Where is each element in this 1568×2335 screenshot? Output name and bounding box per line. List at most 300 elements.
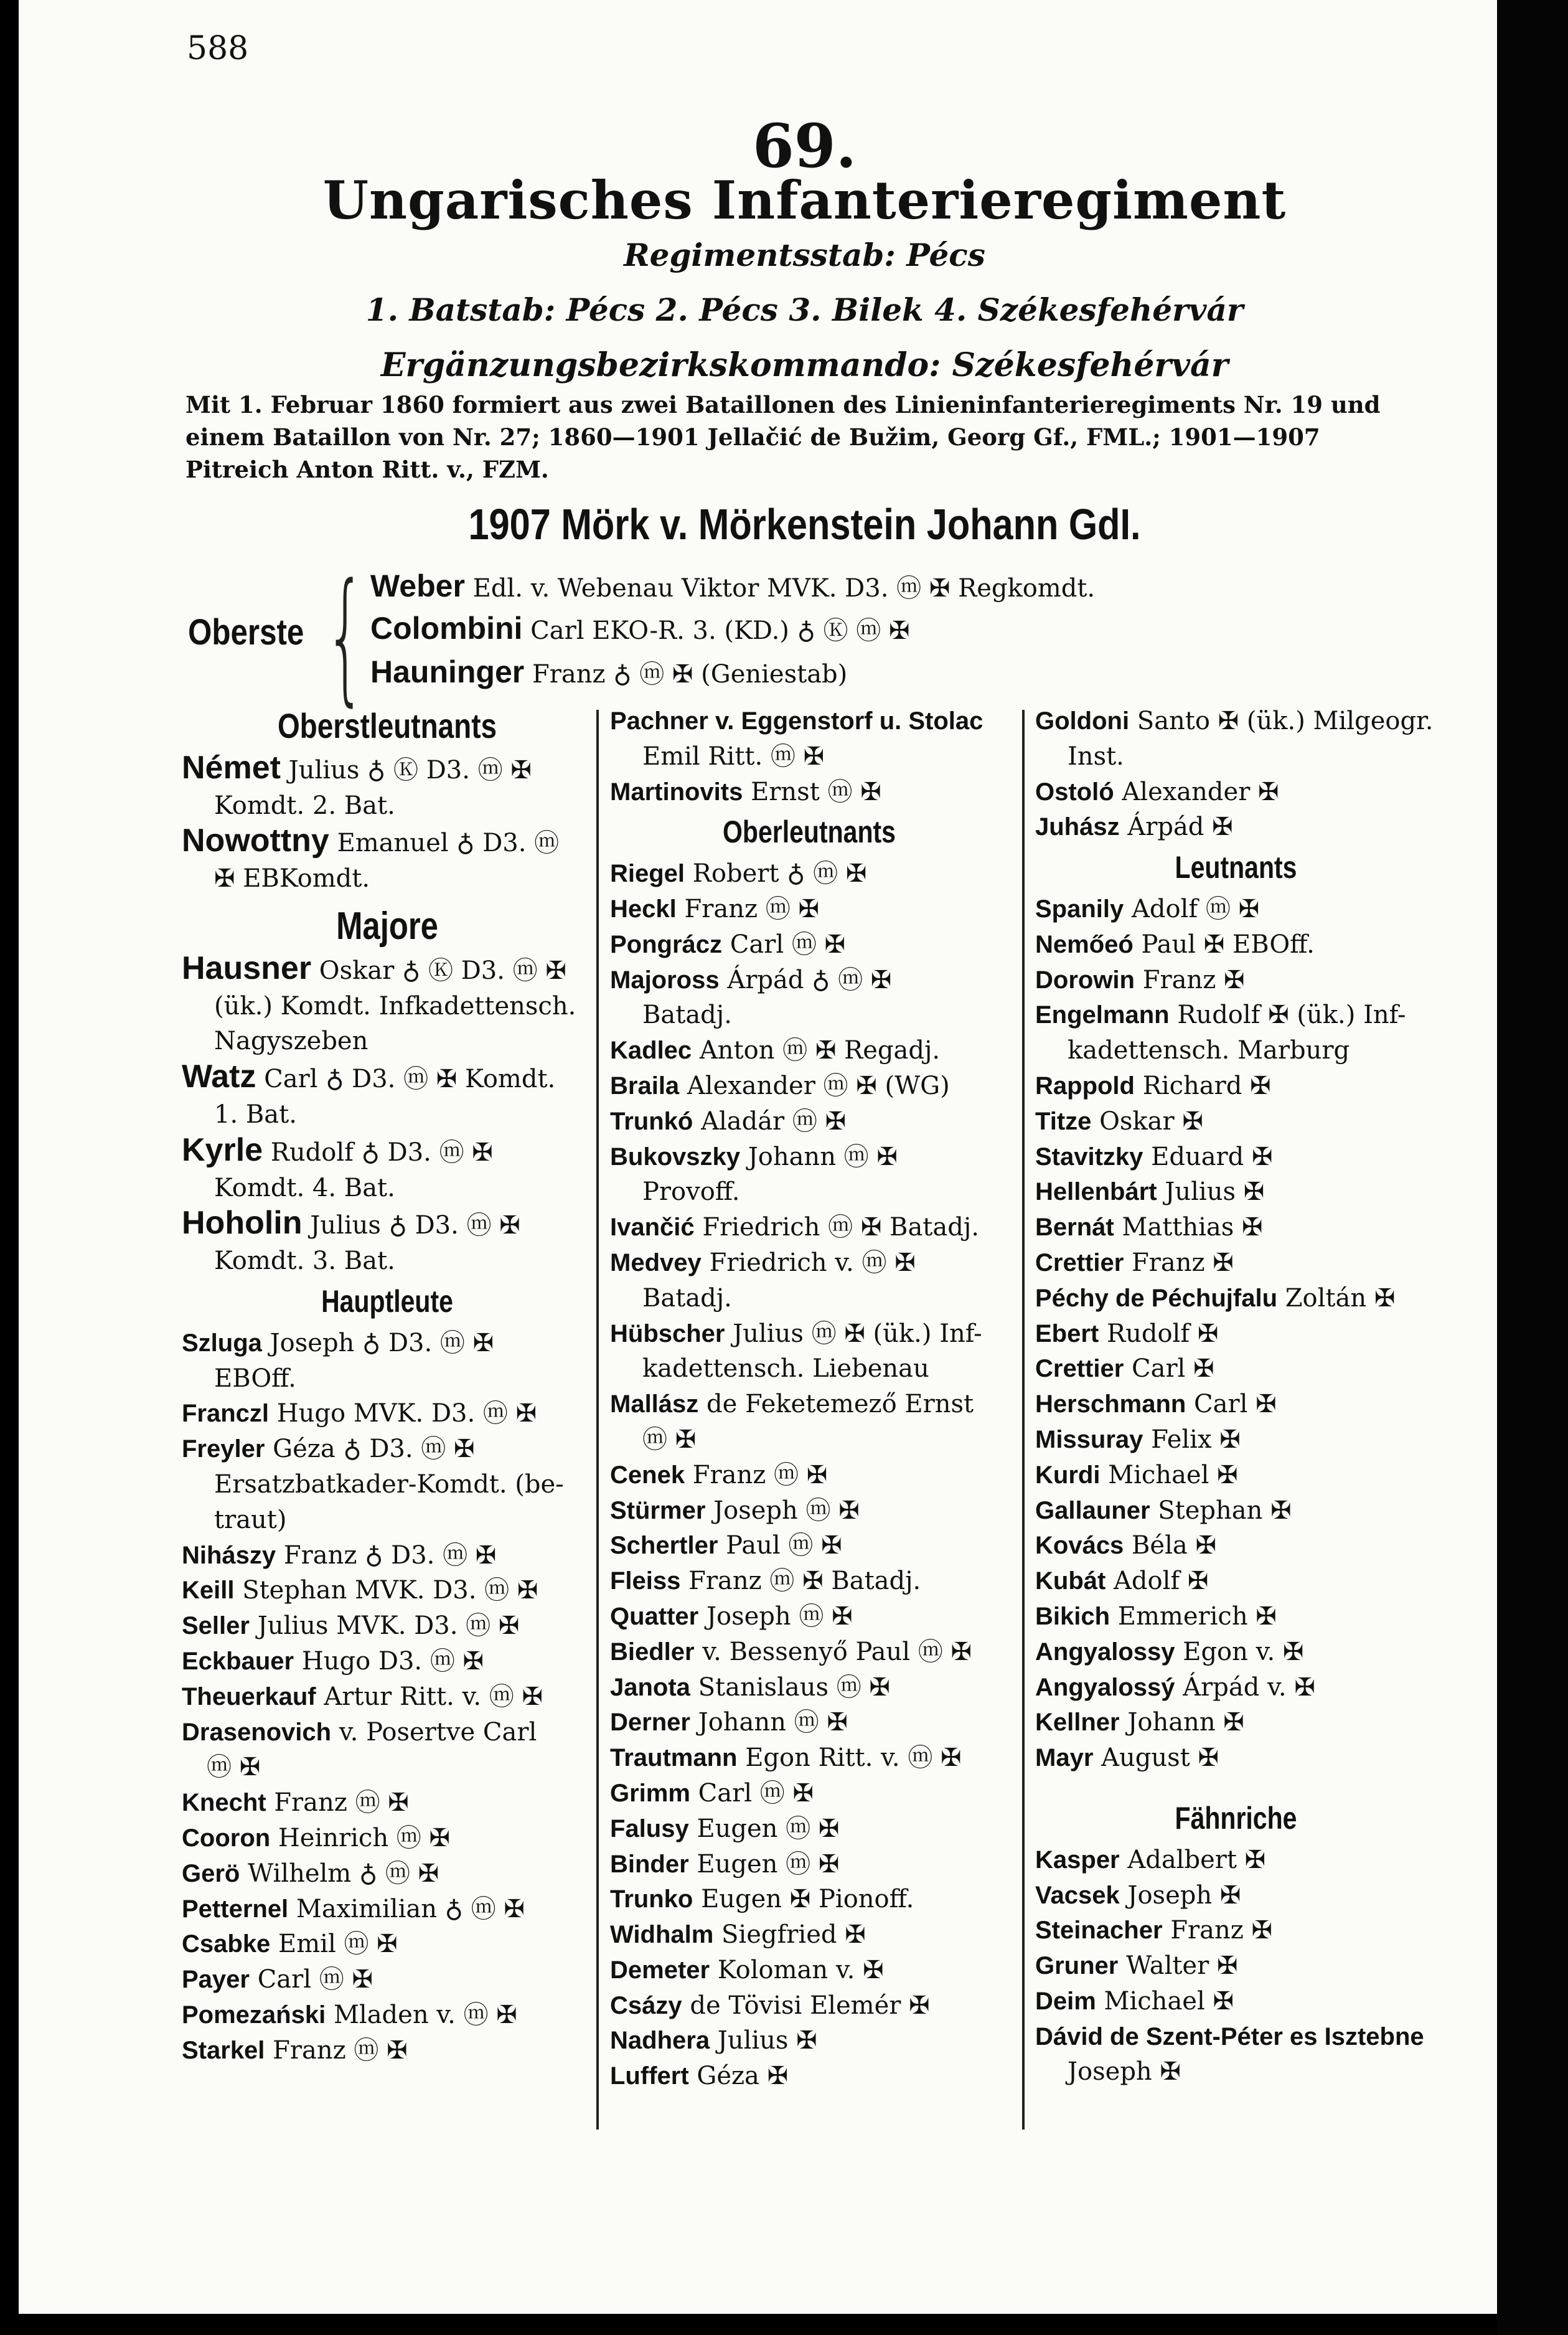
officer-details: Oskar ♁ Ⓚ D3. ⓜ ✠	[319, 956, 566, 985]
section-heading-hauptleute: Hauptleute	[321, 1283, 453, 1319]
officer-name: Schertler	[610, 1532, 718, 1560]
officer-name: Hoholin	[182, 1205, 303, 1242]
officer-name: Luffert	[610, 2062, 689, 2090]
officer-name: Drasenovich	[182, 1718, 332, 1746]
officer-name: Payer	[182, 1966, 250, 1994]
officer-details: Géza ♁ D3. ⓜ ✠	[273, 1435, 475, 1464]
officer-name: Janota	[610, 1673, 690, 1701]
officer-name: Hellenbárt	[1035, 1178, 1157, 1206]
officer-entry	[610, 1882, 1008, 1917]
officer-details: Eugen ⓜ ✠	[697, 1814, 840, 1843]
officer-details: Zoltán ✠	[1285, 1283, 1396, 1313]
officer-entry	[1035, 1351, 1437, 1387]
officer-entry	[1035, 963, 1437, 998]
officer-details: Johann ⓜ ✠	[748, 1142, 898, 1171]
officer-details-cont: Provoff.	[642, 1177, 740, 1207]
officer-details: Wilhelm ♁ ⓜ ✠	[248, 1859, 439, 1888]
oberst-name: Hauninger	[370, 654, 525, 689]
officer-details: Stephan MVK. D3. ⓜ ✠	[242, 1576, 538, 1605]
oberst-name: Weber	[370, 568, 465, 603]
officer-name: Német	[182, 749, 281, 786]
officer-name: Seller	[182, 1612, 250, 1640]
section-heading-oberleutnants: Oberleutnants	[723, 814, 896, 850]
officer-details: Adolf ✠	[1114, 1567, 1209, 1596]
officer-entry	[182, 1326, 593, 1397]
officer-entry	[610, 1634, 1008, 1670]
officer-name: Widhalm	[610, 1921, 714, 1949]
officer-details: Johann ✠	[1127, 1708, 1244, 1737]
officer-entry	[182, 1538, 593, 1573]
officer-entry	[182, 1396, 593, 1432]
officer-name: Starkel	[182, 2036, 265, 2064]
ergaenzung-line: Ergänzungsbezirkskommando: Székesfehérvár	[380, 346, 1229, 384]
officer-entry	[182, 1644, 593, 1679]
officer-name: Goldoni	[1035, 707, 1130, 735]
officer-details: Alexander ⓜ ✠ (WG)	[687, 1071, 950, 1100]
officer-details: Julius ⓜ ✠ (ük.) Inf-	[733, 1319, 982, 1348]
officer-entry	[182, 823, 593, 897]
officer-name: Mayr	[1035, 1744, 1094, 1772]
officer-details: Felix ✠	[1151, 1425, 1241, 1454]
officer-details: Artur Ritt. v. ⓜ ✠	[324, 1682, 543, 1711]
officer-entry	[182, 1573, 593, 1608]
officer-details-cont: Komdt. 2. Bat.	[214, 791, 395, 820]
history-line: einem Bataillon von Nr. 27; 1860—1901 Jellačić de Bužim, Georg Gf., FML.; 1901—1907	[185, 423, 1320, 451]
column-divider	[1022, 710, 1025, 2130]
officer-details: Julius ♁ D3. ⓜ ✠	[310, 1211, 520, 1240]
officer-entry	[182, 951, 593, 1059]
column-2	[610, 704, 1008, 2094]
officer-name: Vacsek	[1035, 1881, 1120, 1909]
officer-details-cont: Batadj.	[642, 1283, 732, 1313]
officer-name: Petternel	[182, 1895, 289, 1923]
officer-entry	[610, 856, 1008, 892]
officer-name: Rappold	[1035, 1072, 1135, 1100]
officer-details: de Feketemező Ernst	[707, 1390, 974, 1419]
officer-details-cont: kadettensch. Liebenau	[642, 1354, 929, 1384]
officer-details: Rudolf ♁ D3. ⓜ ✠	[270, 1138, 493, 1167]
officer-name: Bikich	[1035, 1602, 1110, 1630]
officer-details: Franz ♁ D3. ⓜ ✠	[283, 1540, 497, 1570]
officer-name: Grimm	[610, 1779, 690, 1807]
officer-entry	[182, 1608, 593, 1644]
officer-name: Trunkó	[610, 1107, 693, 1135]
officer-details: Joseph ✠	[1127, 1880, 1241, 1910]
officer-name: Derner	[610, 1709, 690, 1737]
officer-entry	[610, 1776, 1008, 1811]
oberst-details: Edl. v. Webenau Viktor MVK. D3. ⓜ ✠ Regkomdt.	[472, 574, 1096, 603]
officer-name: Kasper	[1035, 1846, 1120, 1874]
officer-entry	[182, 1998, 593, 2033]
officer-name: Juhász	[1035, 813, 1120, 841]
officer-name: Crettier	[1035, 1355, 1124, 1383]
officer-details: Joseph ♁ D3. ⓜ ✠	[270, 1328, 494, 1357]
officer-details-cont: (ük.) Komdt. Infkadettensch.	[214, 991, 576, 1021]
officer-details: Joseph ⓜ ✠	[713, 1496, 860, 1525]
officer-details: Richard ✠	[1142, 1071, 1271, 1100]
officer-entry	[610, 1705, 1008, 1740]
officer-name: Csabke	[182, 1930, 271, 1958]
officer-details-cont: kadettensch. Marburg	[1068, 1036, 1350, 1065]
officer-details: Julius ♁ Ⓚ D3. ⓜ ✠	[288, 755, 532, 785]
officer-details-cont: EBOff.	[214, 1364, 296, 1393]
history-line: Pitreich Anton Ritt. v., FZM.	[185, 456, 549, 483]
officer-name: Nowottny	[182, 823, 329, 859]
officer-entry	[1035, 1104, 1437, 1139]
oberst-entry	[370, 568, 1095, 604]
officer-entry	[182, 1785, 593, 1821]
officer-entry	[1035, 2019, 1437, 2090]
officer-details-cont: ⓜ ✠	[207, 1753, 261, 1782]
officer-details: Hugo D3. ⓜ ✠	[301, 1646, 484, 1676]
officer-name: Spanily	[1035, 895, 1124, 923]
officer-entry	[1035, 1740, 1437, 1776]
officer-entry	[610, 1104, 1008, 1139]
officer-entry	[1035, 1245, 1437, 1281]
officer-entry	[1035, 927, 1437, 963]
officer-details: Matthias ✠	[1122, 1213, 1263, 1242]
officer-name: Bernát	[1035, 1214, 1114, 1242]
officer-name: Hausner	[182, 950, 312, 986]
officer-details: Aladár ⓜ ✠	[701, 1106, 847, 1136]
officer-details: Stanislaus ⓜ ✠	[698, 1672, 890, 1702]
officer-entry	[1035, 1705, 1437, 1740]
officer-entry	[182, 1133, 593, 1206]
officer-entry	[182, 1715, 593, 1786]
officer-name: Trunko	[610, 1885, 693, 1913]
officer-details: Rudolf ✠	[1106, 1319, 1219, 1348]
officer-name: Cooron	[182, 1824, 271, 1852]
officer-entry	[610, 1458, 1008, 1493]
officer-entry	[610, 1033, 1008, 1068]
officer-entry	[1035, 1634, 1437, 1670]
officer-name: Kyrle	[182, 1131, 263, 1168]
scan-border	[1497, 0, 1568, 2335]
column-divider	[596, 710, 599, 2130]
officer-entry	[1035, 1281, 1437, 1316]
officer-entry	[1035, 1913, 1437, 1948]
officer-entry	[182, 1962, 593, 1998]
officer-name: Braila	[610, 1072, 680, 1100]
officer-name: Steinacher	[1035, 1917, 1163, 1945]
officer-name: Gallauner	[1035, 1496, 1150, 1524]
oberst-details: Franz ♁ ⓜ ✠ (Geniestab)	[532, 660, 848, 689]
officer-name: Pomezański	[182, 2001, 326, 2029]
officer-details: Rudolf ✠ (ük.) Inf-	[1177, 1001, 1406, 1030]
officer-name: Nadhera	[610, 2027, 710, 2055]
officer-details: Michael ✠	[1108, 1460, 1238, 1489]
officer-name: Kadlec	[610, 1037, 692, 1065]
officer-entry	[1035, 1984, 1437, 2019]
officer-details: August ✠	[1101, 1743, 1219, 1773]
document-page	[19, 0, 1497, 2314]
officer-entry	[1035, 1842, 1437, 1878]
regiment-history	[185, 389, 1443, 486]
officer-name: Kurdi	[1035, 1461, 1101, 1489]
officer-details: Franz ⓜ ✠	[692, 1460, 828, 1489]
officer-entry	[610, 1528, 1008, 1564]
officer-entry	[1035, 1458, 1437, 1493]
officer-details: Eugen ⓜ ✠	[697, 1849, 840, 1879]
officer-entry	[610, 1988, 1008, 2024]
officer-details: Oskar ✠	[1099, 1106, 1203, 1136]
officer-entry	[610, 1139, 1008, 1210]
officer-name: Nihászy	[182, 1541, 276, 1569]
officer-entry	[1035, 1387, 1437, 1422]
officer-entry	[182, 1432, 593, 1537]
officer-details-cont: Ersatzbatkader-Komdt. (be-	[214, 1469, 564, 1499]
officer-entry	[1035, 892, 1437, 927]
officer-entry	[610, 2023, 1008, 2059]
officer-details: Árpád ✠	[1127, 813, 1233, 842]
officer-name: Keill	[182, 1577, 235, 1605]
history-line: Mit 1. Februar 1860 formiert aus zwei Bataillonen des Linieninfanterieregiments Nr. 19 und	[185, 391, 1381, 418]
oberst-name: Colombini	[370, 611, 523, 646]
officer-details: Franz ⓜ ✠	[273, 2035, 408, 2065]
section-heading-faehnriche: Fähnriche	[1175, 1800, 1297, 1836]
officer-name: Freyler	[182, 1435, 265, 1463]
officer-entry	[1035, 775, 1437, 810]
officer-name: Demeter	[610, 1956, 710, 1984]
regiment-inhaber: 1907 Mörk v. Mörkenstein Johann GdI.	[468, 500, 1141, 549]
officer-details: Heinrich ⓜ ✠	[278, 1823, 451, 1852]
officer-details: Stephan ✠	[1158, 1496, 1292, 1525]
officer-details-cont: Inst.	[1068, 742, 1124, 771]
column-1	[182, 704, 593, 2068]
officer-name: Pachner v. Eggenstorf u. Stolac	[610, 707, 984, 735]
section-heading-majore: Majore	[336, 904, 438, 948]
officer-details: Árpád v. ✠	[1183, 1672, 1315, 1702]
officer-entry	[610, 892, 1008, 927]
officer-entry	[1035, 704, 1437, 775]
officer-name: Dávid de Szent-Péter es Isztebne	[1035, 2022, 1424, 2050]
regiment-stab: Regimentsstab: Pécs	[624, 237, 985, 273]
officer-details: Eugen ✠ Pionoff.	[701, 1885, 914, 1914]
officer-name: Ivančić	[610, 1214, 695, 1242]
officer-details: Julius ✠	[717, 2026, 817, 2055]
officer-entry	[610, 927, 1008, 963]
officer-name: Theuerkauf	[182, 1682, 316, 1710]
officer-details: Paul ✠ EBOff.	[1141, 930, 1315, 959]
officer-entry	[610, 2059, 1008, 2094]
officer-name: Falusy	[610, 1814, 689, 1842]
officer-name: Fleiss	[610, 1567, 681, 1595]
officer-name: Cenek	[610, 1461, 685, 1489]
batstab-line: 1. Batstab: Pécs 2. Pécs 3. Bilek 4. Székesfehérvár	[365, 291, 1244, 328]
oberste-label: Oberste	[188, 612, 304, 653]
officer-name: Trautmann	[610, 1744, 738, 1772]
oberst-entry	[370, 610, 910, 646]
officer-entry	[182, 1679, 593, 1715]
officer-details: Julius MVK. D3. ⓜ ✠	[257, 1611, 520, 1641]
officer-details: Géza ✠	[697, 2062, 789, 2091]
officer-entry	[610, 1245, 1008, 1316]
officer-details: Michael ✠	[1104, 1986, 1234, 2016]
officer-name: Herschmann	[1035, 1390, 1186, 1418]
officer-entry	[182, 1059, 593, 1133]
officer-entry	[610, 1387, 1008, 1458]
officer-details: Friedrich ⓜ ✠ Batadj.	[702, 1213, 979, 1242]
officer-entry	[1035, 1528, 1437, 1564]
officer-details: v. Posertve Carl	[339, 1717, 537, 1747]
officer-details: Franz ⓜ ✠	[684, 894, 819, 923]
officer-details: Santo ✠ (ük.) Milgeogr.	[1137, 707, 1434, 735]
brace-glyph: {	[325, 554, 366, 720]
officer-details: Eduard ✠	[1151, 1142, 1273, 1171]
officer-name: Angyalossy	[1035, 1638, 1175, 1666]
officer-entry	[1035, 1068, 1437, 1104]
officer-entry	[610, 775, 1008, 810]
officer-name: Péchy de Péchujfalu	[1035, 1284, 1278, 1312]
officer-details: Julius ✠	[1165, 1177, 1265, 1207]
officer-details: Franz ✠	[1142, 965, 1245, 994]
officer-details: de Tövisi Elemér ✠	[690, 1991, 930, 2020]
officer-name: Stavitzky	[1035, 1143, 1143, 1171]
officer-entry	[610, 1564, 1008, 1599]
officer-details: Joseph ⓜ ✠	[706, 1601, 853, 1631]
officer-name: Kovács	[1035, 1532, 1124, 1560]
officer-details-cont: Batadj.	[642, 1001, 732, 1030]
column-3	[1035, 704, 1437, 2090]
officer-details: Adolf ⓜ ✠	[1131, 894, 1260, 923]
officer-entry	[182, 2033, 593, 2068]
officer-name: Kubát	[1035, 1567, 1106, 1595]
officer-name: Martinovits	[610, 778, 743, 806]
page-number: 588	[187, 30, 249, 67]
officer-details: Hugo MVK. D3. ⓜ ✠	[276, 1399, 537, 1428]
officer-entry	[610, 1493, 1008, 1529]
officer-name: Eckbauer	[182, 1647, 294, 1675]
officer-details: Egon v. ✠	[1183, 1637, 1304, 1666]
officer-details: Walter ✠	[1126, 1951, 1238, 1981]
oberst-entry	[370, 654, 847, 690]
officer-details: Franz ✠	[1131, 1248, 1234, 1277]
officer-entry	[610, 963, 1008, 1034]
officer-entry	[182, 1927, 593, 1962]
oberst-details: Carl EKO-R. 3. (KD.) ♁ Ⓚ ⓜ ✠	[530, 616, 910, 645]
officer-details-cont: ✠ EBKomdt.	[214, 864, 370, 894]
officer-details: Adalbert ✠	[1127, 1845, 1266, 1874]
officer-name: Watz	[182, 1059, 256, 1095]
officer-details-cont: Komdt. 3. Bat.	[214, 1247, 395, 1276]
officer-details: Árpád ♁ ⓜ ✠	[727, 965, 892, 994]
officer-entry	[610, 1811, 1008, 1847]
officer-details-cont: Joseph ✠	[1068, 2057, 1181, 2087]
officer-entry	[610, 1068, 1008, 1104]
officer-entry	[610, 1210, 1008, 1245]
officer-details: Carl ♁ D3. ⓜ ✠ Komdt.	[264, 1065, 556, 1094]
officer-name: Stürmer	[610, 1496, 706, 1524]
officer-name: Titze	[1035, 1107, 1092, 1135]
officer-details: Johann ⓜ ✠	[698, 1708, 848, 1737]
officer-entry	[1035, 809, 1437, 845]
officer-name: Medvey	[610, 1248, 702, 1276]
officer-details-cont: Emil Ritt. ⓜ ✠	[642, 742, 825, 771]
officer-entry	[610, 1599, 1008, 1634]
officer-details-cont: Komdt. 4. Bat.	[214, 1173, 395, 1202]
officer-entry	[610, 1740, 1008, 1776]
officer-name: Csázy	[610, 1991, 682, 2019]
officer-entry	[1035, 1599, 1437, 1634]
officer-name: Bukovszky	[610, 1143, 740, 1171]
officer-details-cont: traut)	[214, 1505, 287, 1534]
officer-details: Mladen v. ⓜ ✠	[333, 2000, 517, 2029]
officer-entry	[182, 1205, 593, 1279]
officer-details: Emanuel ♁ D3. ⓜ	[337, 829, 560, 858]
officer-name: Majoross	[610, 966, 720, 994]
officer-name: Hübscher	[610, 1319, 725, 1347]
officer-details: Emil ⓜ ✠	[278, 1930, 398, 1959]
officer-entry	[1035, 1878, 1437, 1913]
section-heading-oberstleutnants: Oberstleutnants	[277, 706, 497, 745]
officer-entry	[1035, 1948, 1437, 1984]
officer-name: Mallász	[610, 1390, 699, 1418]
officer-details: Friedrich v. ⓜ ✠	[709, 1248, 916, 1277]
officer-name: Crettier	[1035, 1248, 1124, 1276]
officer-entry	[610, 1953, 1008, 1988]
officer-name: Riegel	[610, 860, 685, 888]
officer-name: Missuray	[1035, 1425, 1143, 1453]
regiment-number: 69.	[752, 111, 857, 181]
officer-details: Ernst ⓜ ✠	[751, 777, 881, 806]
officer-entry	[1035, 998, 1437, 1068]
officer-name: Binder	[610, 1850, 689, 1878]
officer-name: Nemőeó	[1035, 930, 1134, 958]
officer-details: Robert ♁ ⓜ ✠	[692, 859, 867, 889]
officer-details: Carl ⓜ ✠	[698, 1778, 814, 1808]
officer-details: Koloman v. ✠	[717, 1955, 884, 1984]
officer-entry	[610, 1847, 1008, 1882]
officer-name: Dorowin	[1035, 966, 1135, 994]
officer-name: Heckl	[610, 895, 677, 923]
officer-name: Szluga	[182, 1329, 262, 1357]
officer-details: Franz ⓜ ✠ Batadj.	[688, 1567, 921, 1596]
officer-entry	[1035, 1316, 1437, 1352]
officer-entry	[1035, 1174, 1437, 1210]
officer-details: Carl ✠	[1131, 1354, 1214, 1384]
officer-entry	[1035, 1493, 1437, 1529]
officer-details-cont: Nagyszeben	[214, 1027, 369, 1056]
officer-details: Egon Ritt. v. ⓜ ✠	[745, 1743, 962, 1773]
officer-entry	[1035, 1670, 1437, 1705]
officer-name: Quatter	[610, 1602, 699, 1630]
officer-name: Biedler	[610, 1638, 695, 1666]
officer-entry	[610, 704, 1008, 775]
officer-name: Pongrácz	[610, 930, 723, 958]
officer-entry	[610, 1917, 1008, 1953]
officer-name: Gerö	[182, 1859, 240, 1887]
officer-details: Franz ⓜ ✠	[274, 1788, 409, 1818]
officer-entry	[1035, 1139, 1437, 1175]
officer-name: Ostoló	[1035, 778, 1114, 806]
officer-entry	[1035, 1564, 1437, 1599]
officer-details: Maximilian ♁ ⓜ ✠	[296, 1894, 525, 1923]
officer-details: Emmerich ✠	[1117, 1601, 1277, 1631]
officer-details-cont: ⓜ ✠	[642, 1425, 697, 1454]
officer-details: Béla ✠	[1132, 1531, 1216, 1560]
regiment-title: Ungarisches Infanterieregiment	[322, 169, 1287, 231]
officer-details: Carl ✠	[1194, 1390, 1277, 1419]
officer-name: Ebert	[1035, 1319, 1099, 1347]
section-heading-leutnants: Leutnants	[1175, 850, 1297, 885]
officer-name: Angyalossý	[1035, 1673, 1175, 1701]
officer-name: Gruner	[1035, 1952, 1119, 1980]
officer-entry	[182, 1821, 593, 1856]
officer-name: Engelmann	[1035, 1001, 1170, 1029]
officer-details-cont: 1. Bat.	[214, 1100, 297, 1129]
officer-details: Anton ⓜ ✠ Regadj.	[699, 1036, 941, 1065]
officer-details: Alexander ✠	[1122, 777, 1279, 806]
